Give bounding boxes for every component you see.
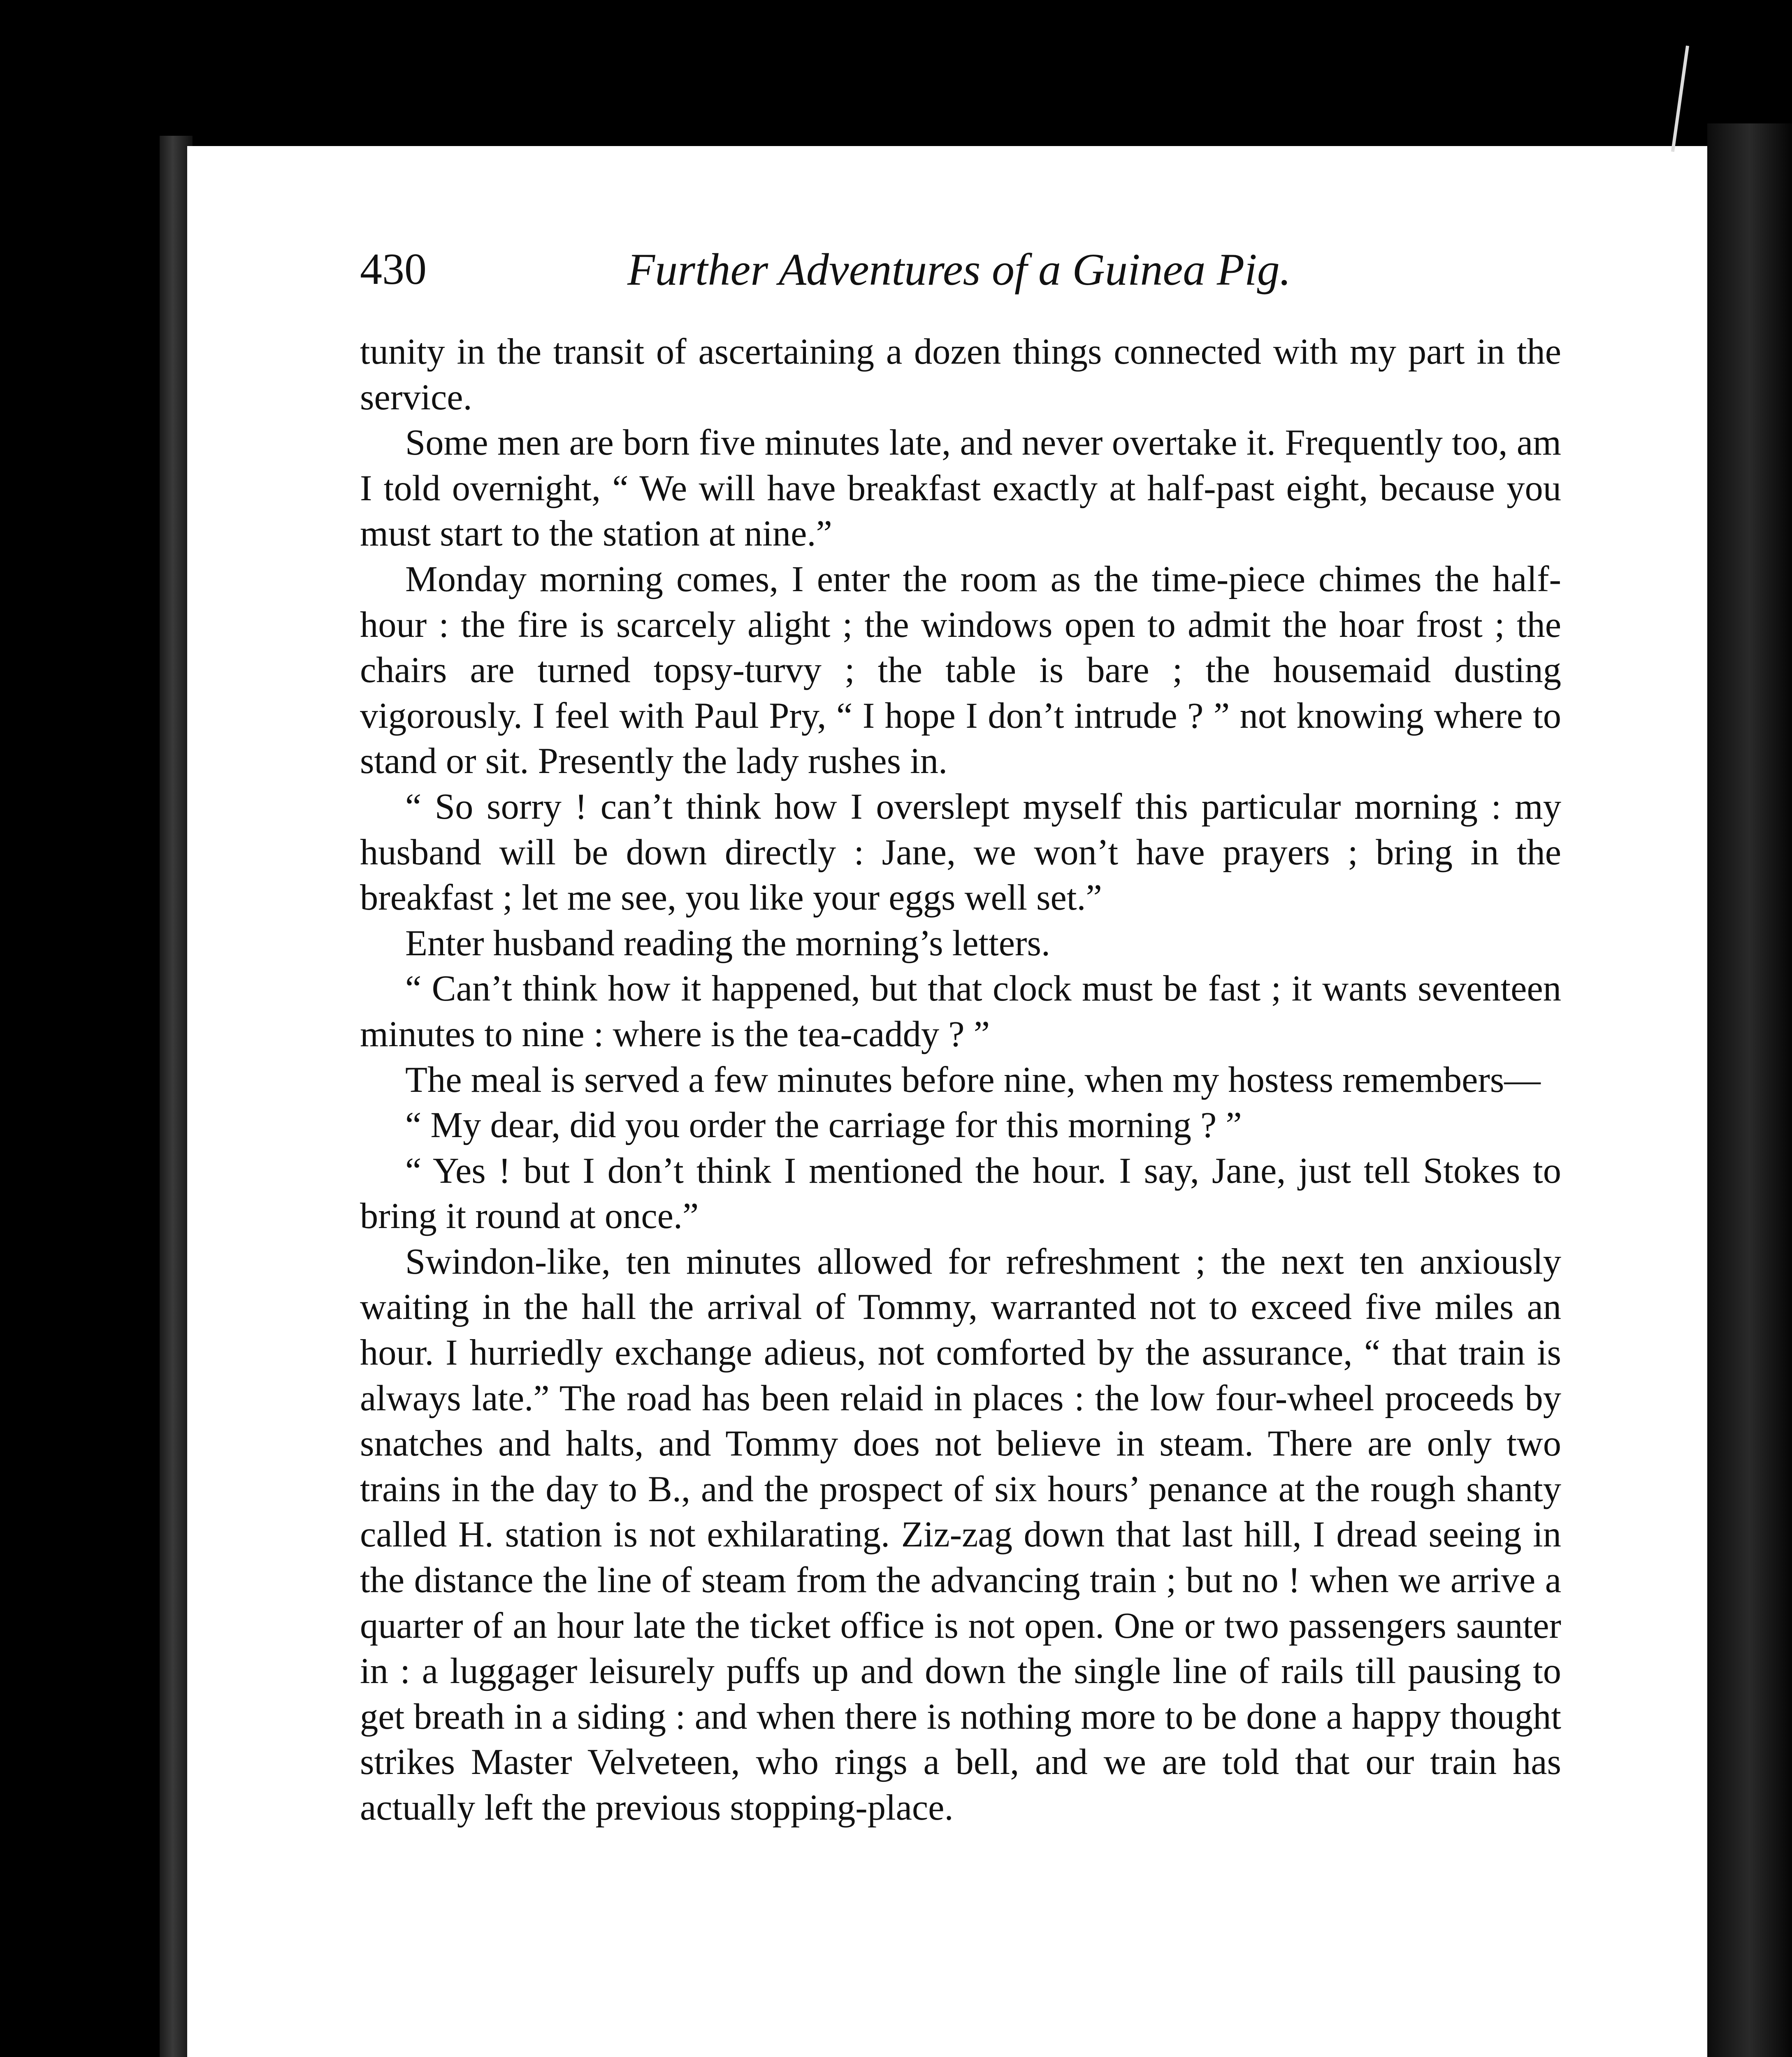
running-title: Further Adventures of a Guinea Pig.: [627, 244, 1291, 295]
page-number: 430: [360, 245, 427, 294]
paragraph-2: Some men are born five minutes late, and never overtake it. Frequently too, am I told overnight, “ We will have breakfast exactly at half-past eight, because you must start to the station at nine.”: [360, 423, 1561, 554]
scan-right-edge: [1707, 123, 1792, 2057]
scan-artifact-line: [1671, 46, 1689, 152]
paragraph-9: “ Yes ! but I don’t think I mentioned the hour. I say, Jane, just tell Stokes to bring it round at once.”: [360, 1150, 1561, 1237]
body-text: [360, 329, 1561, 1831]
paragraph-4: “ So sorry ! can’t think how I overslept myself this particular morning : my husband will be down directly : Jane, we won’t have prayers ; bring in the breakfast ; let me see, you like your eggs well set.”: [360, 786, 1561, 918]
paragraph-10: Swindon-like, ten minutes allowed for refreshment ; the next ten anxiously waiting in the hall the arrival of Tommy, warranted not to exceed five miles an hour. I hurriedly exchange adieus, not comforted by the assurance, “ that train is always late.” The road has been relaid in places : the low four-wheel proceeds by snatches and halts, and Tommy does not believe in steam. There are only two trains in the day to B., and the prospect of six hours’ penance at the rough shanty called H. station is not exhilarating. Ziz-zag down that last hill, I dread seeing in the distance the line of steam from the advancing train ; but no ! when we arrive a quarter of an hour late the ticket office is not open. One or two passengers saunter in : a luggager leisurely puffs up and down the single line of rails till pausing to get breath in a siding : and when there is nothing more to be done a happy thought strikes Master Velveteen, who rings a bell, and we are told that our train has actually left the previous stopping-place.: [360, 1241, 1561, 1828]
paragraph-3: Monday morning comes, I enter the room as the time-piece chimes the half-hour : the fire is scarcely alight ; the windows open to admit the hoar frost ; the chairs are turned topsy-turvy ; the table is bare ; the housemaid dusting vigorously. I feel with Paul Pry, “ I hope I don’t intrude ? ” not knowing where to stand or sit. Presently the lady rushes in.: [360, 559, 1561, 782]
paragraph-1: tunity in the transit of ascertaining a dozen things connected with my part in the service.: [360, 332, 1561, 418]
paragraph-5: Enter husband reading the morning’s letters.: [405, 923, 1051, 963]
paragraph-8: “ My dear, did you order the carriage for this morning ? ”: [405, 1105, 1242, 1146]
page-header: [360, 237, 1561, 302]
paragraph-6: “ Can’t think how it happened, but that clock must be fast ; it wants seventeen minutes to nine : where is the tea-caddy ? ”: [360, 968, 1561, 1054]
paragraph-7: The meal is served a few minutes before nine, when my hostess remembers—: [405, 1059, 1541, 1100]
